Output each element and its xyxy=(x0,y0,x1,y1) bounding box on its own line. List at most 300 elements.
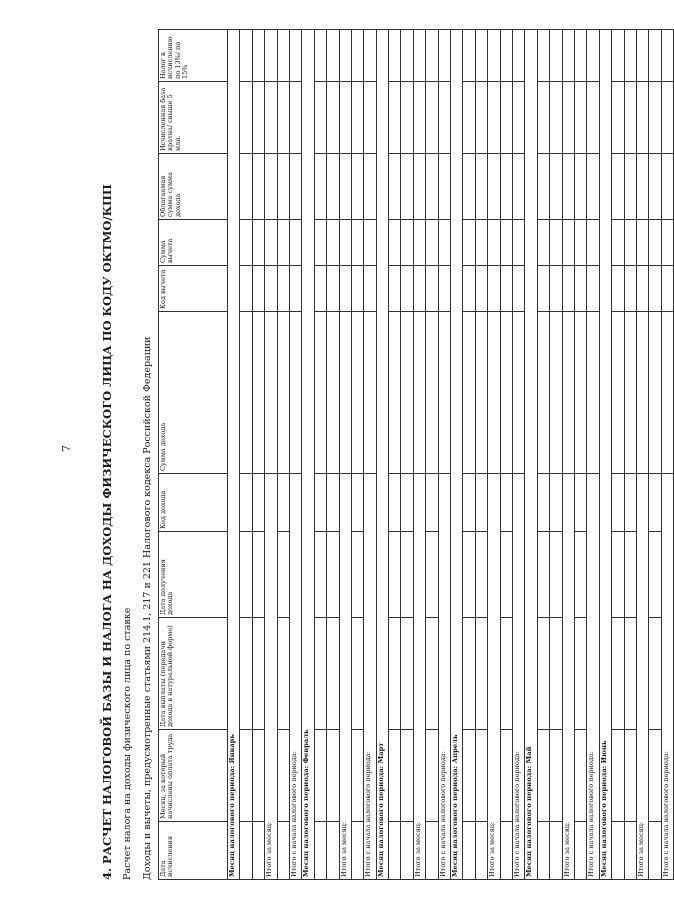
entry-cell xyxy=(327,730,339,822)
total-cell xyxy=(587,266,599,312)
entry-cell xyxy=(475,730,487,822)
entry-cell xyxy=(314,618,326,730)
entry-cell xyxy=(240,266,252,312)
month-label: Месяц налогового периода: xyxy=(302,765,311,877)
entry-cell xyxy=(475,82,487,154)
month-header-cell xyxy=(376,30,388,880)
entry-cell xyxy=(401,474,413,532)
entry-cell xyxy=(574,822,586,880)
entry-cell xyxy=(389,312,401,474)
income-entry-row xyxy=(612,30,624,880)
month-total-row-label: Итого за месяц: xyxy=(339,474,351,880)
entry-cell xyxy=(574,730,586,822)
column-header: Дата выплаты (передачи дохода в натуральной форме) xyxy=(159,618,228,730)
entry-cell xyxy=(612,312,624,474)
entry-cell xyxy=(649,82,661,154)
entry-cell xyxy=(574,618,586,730)
entry-cell xyxy=(612,266,624,312)
total-cell xyxy=(289,82,301,154)
entry-cell xyxy=(550,730,562,822)
total-cell xyxy=(339,266,351,312)
month-name: Март xyxy=(376,742,385,764)
entry-cell xyxy=(624,618,636,730)
month-total-row-label: Итого за месяц: xyxy=(265,474,277,880)
total-cell xyxy=(488,312,500,474)
period-total-row-label: Итого с начала налогового периода: xyxy=(289,474,301,880)
entry-cell xyxy=(624,30,636,82)
entry-cell xyxy=(252,822,264,880)
period-total-row xyxy=(512,30,524,880)
entry-cell xyxy=(500,618,512,730)
month-total-row-label: Итого за месяц: xyxy=(562,474,574,880)
entry-cell xyxy=(389,220,401,266)
entry-cell xyxy=(500,532,512,618)
total-cell xyxy=(364,154,376,220)
total-cell xyxy=(339,30,351,82)
entry-cell xyxy=(537,82,549,154)
entry-cell xyxy=(401,618,413,730)
entry-cell xyxy=(401,312,413,474)
total-cell xyxy=(364,30,376,82)
entry-cell xyxy=(500,154,512,220)
income-entry-row xyxy=(277,30,289,880)
income-entry-row xyxy=(240,30,252,880)
entry-cell xyxy=(463,618,475,730)
entry-cell xyxy=(240,30,252,82)
entry-cell xyxy=(574,474,586,532)
total-cell xyxy=(512,154,524,220)
entry-cell xyxy=(475,618,487,730)
tax-calculation-table xyxy=(158,29,674,880)
table-header-row xyxy=(159,30,228,880)
month-name: Апрель xyxy=(451,734,460,764)
entry-cell xyxy=(389,154,401,220)
total-cell xyxy=(512,30,524,82)
income-entry-row xyxy=(475,30,487,880)
entry-cell xyxy=(500,474,512,532)
total-cell xyxy=(587,312,599,474)
entry-cell xyxy=(401,30,413,82)
period-total-row-label: Итого с начала налогового периода: xyxy=(587,474,599,880)
entry-cell xyxy=(537,532,549,618)
total-cell xyxy=(413,312,425,474)
entry-cell xyxy=(277,266,289,312)
entry-cell xyxy=(624,154,636,220)
entry-cell xyxy=(624,266,636,312)
tax-form-sheet xyxy=(100,30,670,880)
total-cell xyxy=(512,220,524,266)
entry-cell xyxy=(240,154,252,220)
entry-cell xyxy=(401,532,413,618)
total-cell xyxy=(587,30,599,82)
month-header-cell xyxy=(228,30,240,880)
total-cell xyxy=(636,312,648,474)
column-header: Код вычета xyxy=(159,266,228,312)
income-entry-row xyxy=(537,30,549,880)
entry-cell xyxy=(574,30,586,82)
total-cell xyxy=(636,220,648,266)
entry-cell xyxy=(252,532,264,618)
period-total-row xyxy=(661,30,673,880)
total-cell xyxy=(562,266,574,312)
month-total-row xyxy=(488,30,500,880)
total-cell xyxy=(413,266,425,312)
entry-cell xyxy=(574,266,586,312)
total-cell xyxy=(512,266,524,312)
month-header-row xyxy=(228,30,240,880)
period-total-row-label: Итого с начала налогового периода: xyxy=(364,474,376,880)
entry-cell xyxy=(389,266,401,312)
column-header: Налог к исчислению по 13%/ по 15% xyxy=(159,30,228,82)
entry-cell xyxy=(537,154,549,220)
entry-cell xyxy=(550,154,562,220)
entry-cell xyxy=(612,154,624,220)
entry-cell xyxy=(240,82,252,154)
column-header: Облагаемая сумма сумма дохода xyxy=(159,154,228,220)
document-subtitle: Расчет налога на доходы физического лица по ставке xyxy=(122,607,133,880)
month-header-cell xyxy=(302,30,314,880)
entry-cell xyxy=(612,82,624,154)
month-label: Месяц налогового периода: xyxy=(376,765,385,877)
entry-cell xyxy=(463,474,475,532)
entry-cell xyxy=(240,474,252,532)
total-cell xyxy=(488,82,500,154)
income-entry-row xyxy=(649,30,661,880)
total-cell xyxy=(562,220,574,266)
entry-cell xyxy=(574,532,586,618)
column-header: Код дохода xyxy=(159,474,228,532)
income-entry-row xyxy=(327,30,339,880)
total-cell xyxy=(488,154,500,220)
entry-cell xyxy=(277,30,289,82)
total-cell xyxy=(438,82,450,154)
entry-cell xyxy=(624,312,636,474)
entry-cell xyxy=(252,82,264,154)
entry-cell xyxy=(351,30,363,82)
total-cell xyxy=(438,30,450,82)
month-total-row xyxy=(339,30,351,880)
entry-cell xyxy=(463,822,475,880)
month-header-row xyxy=(376,30,388,880)
entry-cell xyxy=(475,822,487,880)
entry-cell xyxy=(475,532,487,618)
column-header: Дата получения дохода xyxy=(159,532,228,618)
total-cell xyxy=(636,154,648,220)
entry-cell xyxy=(240,618,252,730)
entry-cell xyxy=(649,266,661,312)
entry-cell xyxy=(612,30,624,82)
income-entry-row xyxy=(351,30,363,880)
total-cell xyxy=(488,30,500,82)
entry-cell xyxy=(314,312,326,474)
total-cell xyxy=(661,154,673,220)
entry-cell xyxy=(463,82,475,154)
entry-cell xyxy=(612,474,624,532)
month-total-row xyxy=(562,30,574,880)
entry-cell xyxy=(401,154,413,220)
total-cell xyxy=(661,30,673,82)
month-total-row-label: Итого за месяц: xyxy=(413,474,425,880)
period-total-row xyxy=(438,30,450,880)
period-total-row-label: Итого с начала налогового периода: xyxy=(438,474,450,880)
entry-cell xyxy=(327,532,339,618)
entry-cell xyxy=(426,474,438,532)
entry-cell xyxy=(277,312,289,474)
total-cell xyxy=(413,82,425,154)
entry-cell xyxy=(475,312,487,474)
month-header-row xyxy=(599,30,611,880)
entry-cell xyxy=(401,730,413,822)
entry-cell xyxy=(351,154,363,220)
entry-cell xyxy=(624,822,636,880)
entry-cell xyxy=(389,730,401,822)
section-heading: Доходы и вычеты, предусмотренные статьями 214.1, 217 и 221 Налогового кодекса Российской Федерации xyxy=(142,336,153,880)
entry-cell xyxy=(550,822,562,880)
period-total-row-label: Итого с начала налогового периода: xyxy=(512,474,524,880)
month-name: Январь xyxy=(228,733,236,764)
entry-cell xyxy=(612,730,624,822)
entry-cell xyxy=(314,154,326,220)
entry-cell xyxy=(649,154,661,220)
income-entry-row xyxy=(550,30,562,880)
entry-cell xyxy=(314,82,326,154)
entry-cell xyxy=(314,30,326,82)
total-cell xyxy=(587,154,599,220)
month-label: Месяц налогового периода: xyxy=(228,765,236,877)
entry-cell xyxy=(252,618,264,730)
entry-cell xyxy=(277,730,289,822)
entry-cell xyxy=(277,474,289,532)
total-cell xyxy=(364,220,376,266)
entry-cell xyxy=(624,730,636,822)
entry-cell xyxy=(314,220,326,266)
month-header-cell xyxy=(599,30,611,880)
entry-cell xyxy=(500,312,512,474)
entry-cell xyxy=(500,730,512,822)
entry-cell xyxy=(500,30,512,82)
total-cell xyxy=(636,30,648,82)
entry-cell xyxy=(327,82,339,154)
entry-cell xyxy=(550,532,562,618)
entry-cell xyxy=(612,822,624,880)
entry-cell xyxy=(475,220,487,266)
entry-cell xyxy=(277,618,289,730)
entry-cell xyxy=(537,730,549,822)
entry-cell xyxy=(327,30,339,82)
income-entry-row xyxy=(314,30,326,880)
total-cell xyxy=(289,312,301,474)
entry-cell xyxy=(550,30,562,82)
entry-cell xyxy=(426,532,438,618)
income-entry-row xyxy=(252,30,264,880)
entry-cell xyxy=(252,266,264,312)
total-cell xyxy=(339,312,351,474)
entry-cell xyxy=(401,822,413,880)
entry-cell xyxy=(389,618,401,730)
total-cell xyxy=(413,154,425,220)
entry-cell xyxy=(537,312,549,474)
total-cell xyxy=(661,82,673,154)
entry-cell xyxy=(475,154,487,220)
income-entry-row xyxy=(389,30,401,880)
period-total-row xyxy=(289,30,301,880)
period-total-row xyxy=(587,30,599,880)
entry-cell xyxy=(240,220,252,266)
column-header: Дата исчисления xyxy=(159,822,228,880)
entry-cell xyxy=(426,154,438,220)
entry-cell xyxy=(351,618,363,730)
month-label: Месяц налогового периода: xyxy=(599,765,608,877)
total-cell xyxy=(364,82,376,154)
entry-cell xyxy=(401,220,413,266)
total-cell xyxy=(265,312,277,474)
entry-cell xyxy=(426,220,438,266)
entry-cell xyxy=(351,822,363,880)
entry-cell xyxy=(277,220,289,266)
entry-cell xyxy=(649,730,661,822)
entry-cell xyxy=(351,474,363,532)
month-name: Май xyxy=(525,746,534,764)
entry-cell xyxy=(327,618,339,730)
entry-cell xyxy=(612,618,624,730)
period-total-row xyxy=(364,30,376,880)
total-cell xyxy=(265,220,277,266)
entry-cell xyxy=(314,532,326,618)
entry-cell xyxy=(426,312,438,474)
entry-cell xyxy=(537,822,549,880)
total-cell xyxy=(512,82,524,154)
total-cell xyxy=(339,220,351,266)
entry-cell xyxy=(574,154,586,220)
total-cell xyxy=(265,266,277,312)
entry-cell xyxy=(500,266,512,312)
month-header-row xyxy=(451,30,463,880)
month-total-row xyxy=(265,30,277,880)
total-cell xyxy=(488,266,500,312)
entry-cell xyxy=(649,618,661,730)
entry-cell xyxy=(426,266,438,312)
total-cell xyxy=(636,82,648,154)
entry-cell xyxy=(537,30,549,82)
month-total-row xyxy=(413,30,425,880)
income-entry-row xyxy=(463,30,475,880)
entry-cell xyxy=(624,82,636,154)
entry-cell xyxy=(612,220,624,266)
month-header-row xyxy=(302,30,314,880)
entry-cell xyxy=(574,312,586,474)
entry-cell xyxy=(351,312,363,474)
entry-cell xyxy=(463,220,475,266)
entry-cell xyxy=(463,154,475,220)
month-total-row-label: Итого за месяц: xyxy=(488,474,500,880)
total-cell xyxy=(289,266,301,312)
month-header-cell xyxy=(525,30,537,880)
entry-cell xyxy=(277,154,289,220)
entry-cell xyxy=(240,312,252,474)
entry-cell xyxy=(500,220,512,266)
entry-cell xyxy=(389,30,401,82)
entry-cell xyxy=(351,266,363,312)
entry-cell xyxy=(649,474,661,532)
entry-cell xyxy=(252,154,264,220)
total-cell xyxy=(364,266,376,312)
month-label: Месяц налогового периода: xyxy=(525,765,534,877)
entry-cell xyxy=(277,822,289,880)
entry-cell xyxy=(475,30,487,82)
entry-cell xyxy=(252,30,264,82)
entry-cell xyxy=(463,30,475,82)
entry-cell xyxy=(351,220,363,266)
entry-cell xyxy=(550,82,562,154)
total-cell xyxy=(562,82,574,154)
income-entry-row xyxy=(500,30,512,880)
month-name: Февраль xyxy=(302,729,311,764)
total-cell xyxy=(438,220,450,266)
total-cell xyxy=(289,30,301,82)
entry-cell xyxy=(327,154,339,220)
entry-cell xyxy=(624,220,636,266)
total-cell xyxy=(265,82,277,154)
total-cell xyxy=(265,154,277,220)
entry-cell xyxy=(401,82,413,154)
column-header: Сумма вычета xyxy=(159,220,228,266)
entry-cell xyxy=(389,822,401,880)
entry-cell xyxy=(550,312,562,474)
total-cell xyxy=(562,312,574,474)
column-header: Месяц, за который начислены оплата труда xyxy=(159,730,228,822)
total-cell xyxy=(661,266,673,312)
total-cell xyxy=(512,312,524,474)
total-cell xyxy=(413,220,425,266)
entry-cell xyxy=(649,532,661,618)
entry-cell xyxy=(327,220,339,266)
entry-cell xyxy=(389,532,401,618)
entry-cell xyxy=(389,474,401,532)
entry-cell xyxy=(537,474,549,532)
entry-cell xyxy=(426,82,438,154)
income-entry-row xyxy=(426,30,438,880)
entry-cell xyxy=(314,822,326,880)
entry-cell xyxy=(537,266,549,312)
entry-cell xyxy=(314,266,326,312)
total-cell xyxy=(438,266,450,312)
entry-cell xyxy=(550,266,562,312)
total-cell xyxy=(636,266,648,312)
total-cell xyxy=(289,154,301,220)
entry-cell xyxy=(252,474,264,532)
total-cell xyxy=(562,30,574,82)
entry-cell xyxy=(624,474,636,532)
entry-cell xyxy=(463,532,475,618)
total-cell xyxy=(587,82,599,154)
month-header-row xyxy=(525,30,537,880)
entry-cell xyxy=(649,822,661,880)
column-header: Сумма дохода xyxy=(159,312,228,474)
entry-cell xyxy=(500,82,512,154)
total-cell xyxy=(562,154,574,220)
entry-cell xyxy=(389,82,401,154)
entry-cell xyxy=(463,266,475,312)
entry-cell xyxy=(550,220,562,266)
entry-cell xyxy=(463,312,475,474)
entry-cell xyxy=(612,532,624,618)
page-number: 7 xyxy=(60,445,73,452)
income-entry-row xyxy=(401,30,413,880)
entry-cell xyxy=(401,266,413,312)
total-cell xyxy=(488,220,500,266)
entry-cell xyxy=(649,30,661,82)
entry-cell xyxy=(252,312,264,474)
